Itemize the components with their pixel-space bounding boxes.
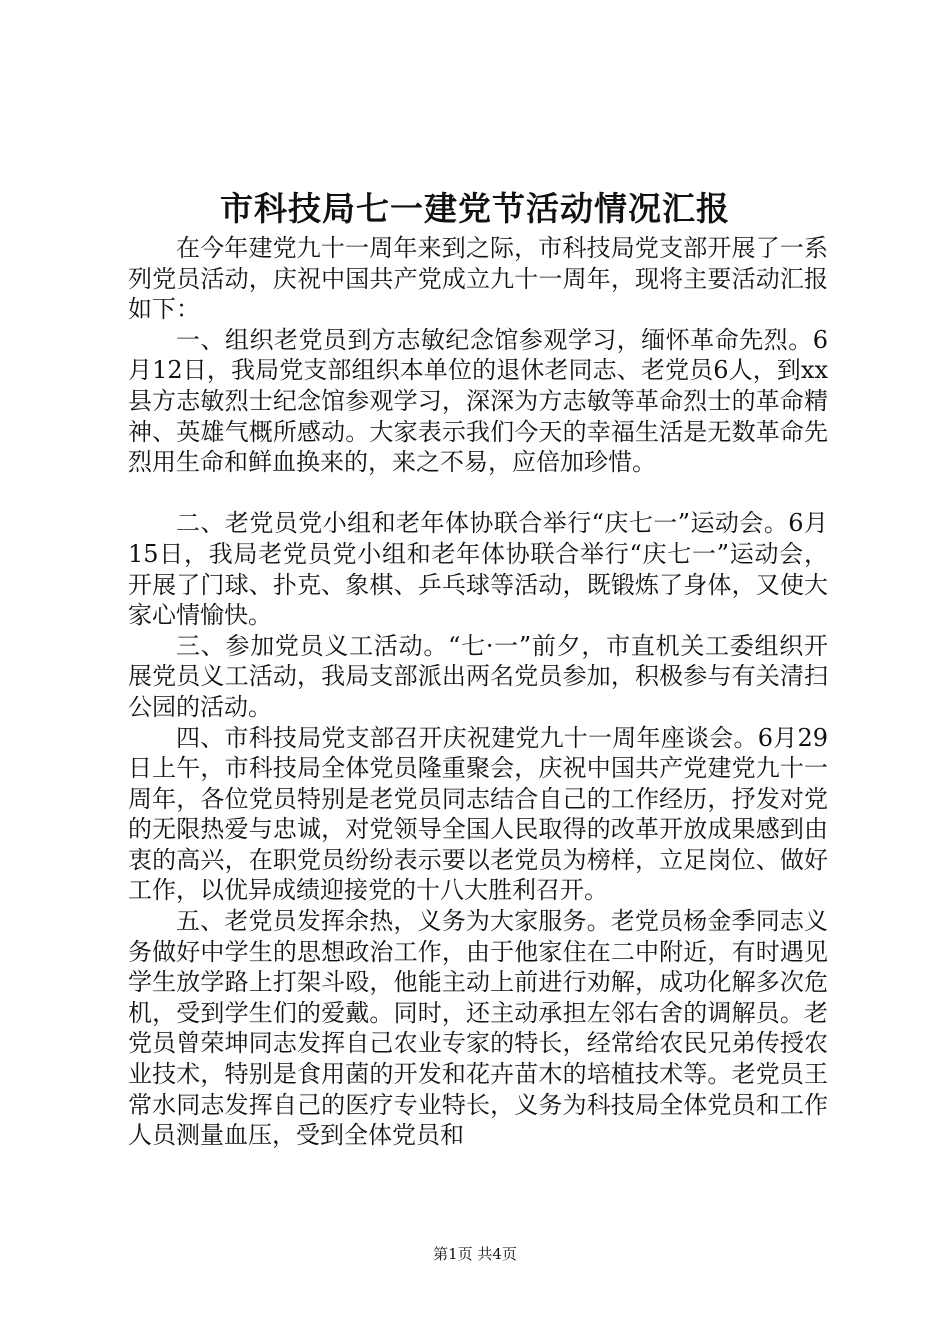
intro-paragraph: 在今年建党九十一周年来到之际，市科技局党支部开展了一系列党员活动，庆祝中国共产党成立九十一周年，现将主要活动汇报如下： [128, 234, 828, 324]
section-one-paragraph: 一、组织老党员到方志敏纪念馆参观学习，缅怀革命先烈。6月12日，我局党支部组织本单位的退休老同志、老党员6人，到xx县方志敏烈士纪念馆参观学习，深深为方志敏等革命烈士的革命精神、英雄气概所感动。大家表示我们今天的幸福生活是无数革命先烈用生命和鲜血换来的，来之不易，应倍加珍惜。 [128, 325, 828, 477]
section-five-paragraph: 五、老党员发挥余热，义务为大家服务。老党员杨金季同志义务做好中学生的思想政治工作，由于他家住在二中附近，有时遇见学生放学路上打架斗殴，他能主动上前进行劝解，成功化解多次危机，受到学生们的爱戴。同时，还主动承担左邻右舍的调解员。老党员曾荣坤同志发挥自己农业专家的特长，经常给农民兄弟传授农业技术，特别是食用菌的开发和花卉苗木的培植技术等。老党员王常水同志发挥自己的医疗专业特长，义务为科技局全体党员和工作人员测量血压，受到全体党员和 [128, 907, 828, 1150]
section-four-paragraph: 四、市科技局党支部召开庆祝建党九十一周年座谈会。6月29日上午，市科技局全体党员隆重聚会，庆祝中国共产党建党九十一周年，各位党员特别是老党员同志结合自己的工作经历，抒发对党的无限热爱与忠诚，对党领导全国人民取得的改革开放成果感到由衷的高兴，在职党员纷纷表示要以老党员为榜样，立足岗位、做好工作，以优异成绩迎接党的十八大胜利召开。 [128, 723, 828, 905]
section-three-paragraph: 三、参加党员义工活动。“七·一”前夕，市直机关工委组织开展党员义工活动，我局支部派出两名党员参加，积极参与有关清扫公园的活动。 [128, 631, 828, 721]
document-body [128, 233, 828, 1151]
document-title: 市科技局七一建党节活动情况汇报 [220, 189, 730, 228]
section-two-paragraph: 二、老党员党小组和老年体协联合举行“庆七一”运动会。6月15日，我局老党员党小组和老年体协联合举行“庆七一”运动会，开展了门球、扑克、象棋、乒乓球等活动，既锻炼了身体，又使大家心情愉快。 [128, 509, 828, 630]
page-footer: 第1页 共4页 [433, 1245, 517, 1263]
